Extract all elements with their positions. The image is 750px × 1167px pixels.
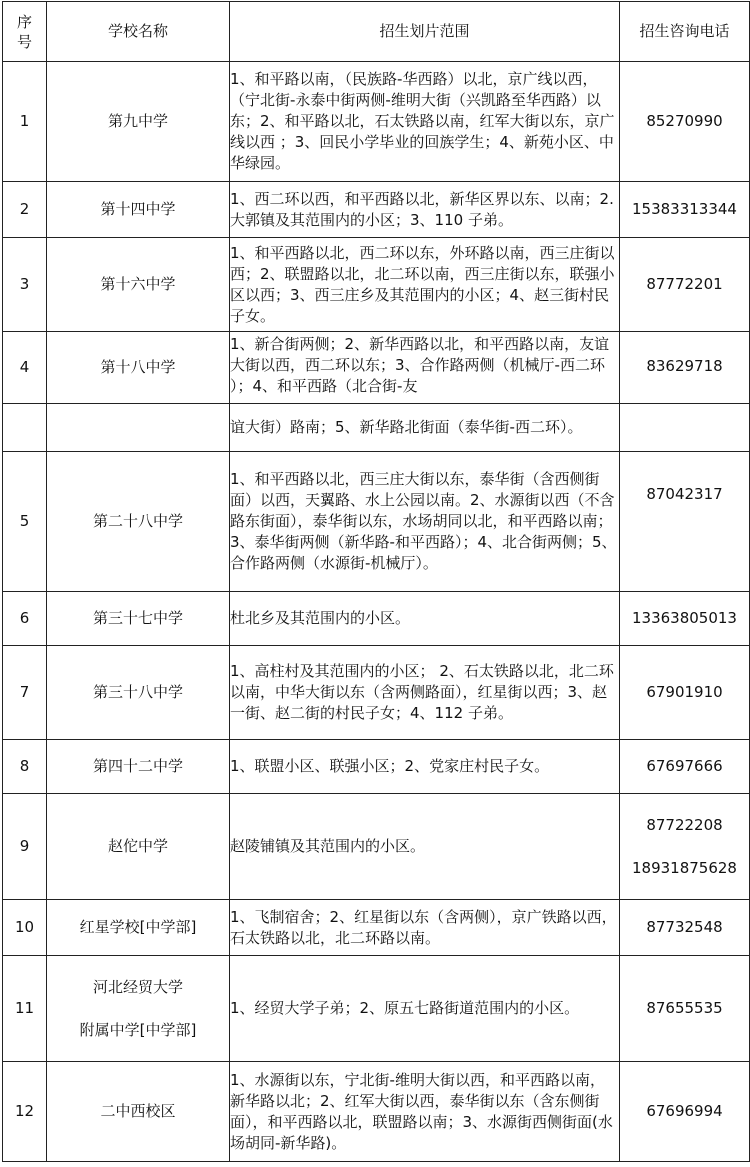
school-name: 红星学校[中学部] [47, 900, 230, 956]
school-name: 二中西校区 [47, 1062, 230, 1162]
school-name: 第九中学 [47, 62, 230, 182]
row-index: 6 [3, 592, 47, 646]
scope-text: 1、和平西路以北，西三庄大街以东，泰华街（含西侧街面）以西，天翼路、水上公园以南。2、水源街以西（不含路东街面），泰华街以东，水场胡同以北，和平西路以南；3、泰华街两侧（新华路-和平西路）；4、北合街两侧；5、合作路两侧（水源街-机械厅）。 [230, 470, 617, 572]
scope-text: 1、新合街两侧；2、新华西路以北，和平西路以南，友谊大街以西，西二环以东；3、合作路两侧（机械厅-西二环 ）；4、和平西路（北合街-友 [230, 335, 610, 395]
row-index: 3 [3, 238, 47, 332]
school-name: 赵佗中学 [47, 794, 230, 900]
scope-text: 1、和平西路以北，西二环以东，外环路以南，西三庄街以西；2、联盟路以北，北二环以南，西三庄街以东，联强小区以西；3、西三庄乡及其范围内的小区；4、赵三街村民子女。 [230, 243, 615, 325]
table-row [3, 956, 750, 1062]
table-row-continued [3, 404, 750, 452]
scope-text: 1、和平路以南，（民族路-华西路）以北，京广线以西，（宁北街-永泰中街两侧-维明大街（兴凯路至华西路）以东；2、和平路以北，石太铁路以南，红军大街以东，京广线以西 ；3、回民小学毕业的回族学生；4、新苑小区、中华绿园。 [230, 70, 615, 172]
table-row [3, 900, 750, 956]
row-index: 11 [3, 956, 47, 1062]
enrollment-scope [230, 182, 620, 238]
enrollment-table [2, 1, 750, 1162]
table-row [3, 452, 750, 592]
phone-number-empty [620, 404, 750, 452]
row-index: 1 [3, 62, 47, 182]
row-index-empty [3, 404, 47, 452]
scope-text: 1、西二环以西，和平西路以北，新华区界以东、以南；2.大郭镇及其范围内的小区；3、110 子弟。 [230, 189, 614, 229]
school-name: 第二十八中学 [47, 452, 230, 592]
table-row [3, 794, 750, 900]
enrollment-scope [230, 646, 620, 740]
scope-text: 1、联盟小区、联强小区；2、党家庄村民子女。 [230, 757, 550, 775]
enrollment-scope [230, 452, 620, 592]
table-row [3, 592, 750, 646]
header-row [3, 2, 750, 62]
phone-number: 13363805013 [620, 592, 750, 646]
scope-text-continued: 谊大街）路南；5、新华路北街面（泰华街-西二环）。 [230, 418, 583, 436]
table-row [3, 646, 750, 740]
school-name: 第三十八中学 [47, 646, 230, 740]
phone-number: 67901910 [620, 646, 750, 740]
enrollment-scope [230, 592, 620, 646]
row-index: 12 [3, 1062, 47, 1162]
phone-number: 87042317 [620, 452, 750, 592]
phone-number: 87722208 [646, 815, 723, 834]
table-row [3, 1062, 750, 1162]
school-name: 第十六中学 [47, 238, 230, 332]
row-index: 9 [3, 794, 47, 900]
school-name: 第四十二中学 [47, 740, 230, 794]
phone-numbers [620, 794, 750, 900]
table-row [3, 62, 750, 182]
phone-number: 85270990 [620, 62, 750, 182]
enrollment-scope [230, 900, 620, 956]
enrollment-scope [230, 740, 620, 794]
school-name-cell [47, 956, 230, 1062]
enrollment-scope [230, 332, 620, 404]
row-index: 8 [3, 740, 47, 794]
header-index-label: 序号 [16, 12, 32, 51]
table-row [3, 740, 750, 794]
table-row [3, 182, 750, 238]
enrollment-scope [230, 794, 620, 900]
enrollment-scope [230, 1062, 620, 1162]
phone-number: 87655535 [620, 956, 750, 1062]
row-index: 5 [3, 452, 47, 592]
table-row [3, 238, 750, 332]
enrollment-scope-continued [230, 404, 620, 452]
header-phone: 招生咨询电话 [620, 2, 750, 62]
row-index: 10 [3, 900, 47, 956]
phone-number: 87772201 [620, 238, 750, 332]
school-name: 第十八中学 [47, 332, 230, 404]
scope-text: 1、飞制宿舍；2、红星街以东（含两侧），京广铁路以西，石太铁路以北，北二环路以南。 [230, 907, 617, 947]
school-name: 第十四中学 [47, 182, 230, 238]
header-scope: 招生划片范围 [230, 2, 620, 62]
scope-text: 赵陵铺镇及其范围内的小区。 [230, 837, 426, 855]
phone-number: 67696994 [620, 1062, 750, 1162]
scope-text: 杜北乡及其范围内的小区。 [230, 609, 411, 627]
scope-text: 1、高柱村及其范围内的小区； 2、石太铁路以北，北二环以南，中华大街以东（含两侧路面），红星街以西；3、赵一街、赵二街的村民子女；4、112 子弟。 [230, 662, 614, 722]
phone-number-secondary: 18931875628 [632, 858, 737, 877]
row-index: 7 [3, 646, 47, 740]
phone-number: 83629718 [620, 332, 750, 404]
scope-text: 1、经贸大学子弟；2、原五七路街道范围内的小区。 [230, 999, 580, 1017]
header-school: 学校名称 [47, 2, 230, 62]
row-index: 2 [3, 182, 47, 238]
scope-text: 1、水源街以东，宁北街-维明大街以西，和平西路以南，新华路以北；2、红军大街以西，泰华街以东（含东侧街面），和平西路以北，联盟路以南；3、水源街西侧街面(水场胡同-新华路)。 [230, 1070, 613, 1152]
school-name-empty [47, 404, 230, 452]
phone-number: 67697666 [620, 740, 750, 794]
school-name: 第三十七中学 [47, 592, 230, 646]
enrollment-scope [230, 62, 620, 182]
enrollment-scope [230, 956, 620, 1062]
phone-number: 87732548 [620, 900, 750, 956]
phone-number: 15383313344 [620, 182, 750, 238]
school-name: 河北经贸大学 [92, 977, 183, 996]
enrollment-scope [230, 238, 620, 332]
school-name-line2: 附属中学[中学部] [79, 1020, 197, 1039]
header-index [3, 2, 47, 62]
table-row [3, 332, 750, 404]
row-index: 4 [3, 332, 47, 404]
